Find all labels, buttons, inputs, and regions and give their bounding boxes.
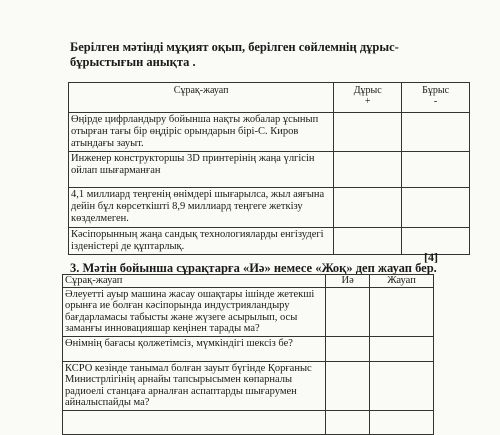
true-label: Дұрыс <box>353 85 382 96</box>
true-answer-cell[interactable] <box>334 228 402 255</box>
task3-title: 3. Мәтін бойынша сұрақтарға «Иә» немесе «Жоқ» деп жауап бер. <box>70 261 437 275</box>
false-mark: - <box>433 96 438 107</box>
no-answer-cell[interactable] <box>370 410 434 434</box>
table-row <box>63 287 434 336</box>
no-answer-cell[interactable] <box>370 336 434 361</box>
table-row <box>63 336 434 361</box>
statement-cell: Кәсіпорынның жаңа сандық технологияларды енгізудегі ізденістері де құптарлық. <box>69 228 334 255</box>
true-answer-cell[interactable] <box>334 113 402 152</box>
table-row <box>63 361 434 410</box>
false-label: Бұрыс <box>422 85 450 96</box>
question-cell: Әлеуетті ауыр машина жасау ошақтары ішінде жетекші орынға ие болған кәсіпорында индустрияландыру бағдарламасы табысты және жүзеге асырылып, осы заманғы инновацияшар кеңінен тарады ма? <box>63 287 326 336</box>
question-cell: КСРО кезінде танымал болған зауыт бүгінде Қорғаныс Министрлігінің арнайы тапсырысымен көпарналы радиоелі станцаға арналған аспаптарды шығарумен айналыспайды ма? <box>63 361 326 410</box>
statement-cell: 4,1 миллиард теңгенің өнімдері шығарылса, жыл аяғына дейін бұл көрсеткішті 8,9 миллиард теңгеге жеткізу көзделмеген. <box>69 188 334 228</box>
no-column-header: Жауап <box>370 275 434 288</box>
yes-no-table <box>62 274 434 435</box>
table-row <box>69 113 470 152</box>
yes-answer-cell[interactable] <box>326 361 370 410</box>
false-answer-cell[interactable] <box>402 152 470 188</box>
question-cell: Өнімнің бағасы қолжетімсіз, мүмкіндігі шексіз бе? <box>63 336 326 361</box>
true-column-header <box>334 83 402 113</box>
yes-answer-cell[interactable] <box>326 336 370 361</box>
false-column-header <box>402 83 470 113</box>
true-mark: + <box>364 96 371 107</box>
true-answer-cell[interactable] <box>334 152 402 188</box>
task2-title: Берілген мәтінді мұқият оқып, берілген сөйлемнің дұрыс-бұрыстығын анықта . <box>70 40 399 69</box>
table-header-row <box>63 275 434 288</box>
false-answer-cell[interactable] <box>402 113 470 152</box>
statement-cell: Өңірде цифрландыру бойынша нақты жобалар ұсынып отырған тағы бір өңдіріс орындарын бірі-С. Киров атындағы зауыт. <box>69 113 334 152</box>
table-header-row <box>69 83 470 113</box>
true-false-table <box>68 82 470 255</box>
question-cell <box>63 410 326 434</box>
yes-answer-cell[interactable] <box>326 410 370 434</box>
false-answer-cell[interactable] <box>402 188 470 228</box>
score-mark: [4] <box>424 250 438 264</box>
true-answer-cell[interactable] <box>334 188 402 228</box>
question-column-header: Сұрақ-жауап <box>69 83 334 113</box>
table-row <box>69 188 470 228</box>
table-row <box>69 228 470 255</box>
yes-column-header: Иә <box>326 275 370 288</box>
table-row <box>63 410 434 434</box>
no-answer-cell[interactable] <box>370 287 434 336</box>
table-row <box>69 152 470 188</box>
question-column-header: Сұрақ-жауап <box>63 275 326 288</box>
yes-answer-cell[interactable] <box>326 287 370 336</box>
no-answer-cell[interactable] <box>370 361 434 410</box>
statement-cell: Инженер конструкторшы 3D принтерінің жаңа үлгісін ойлап шығарманған <box>69 152 334 188</box>
